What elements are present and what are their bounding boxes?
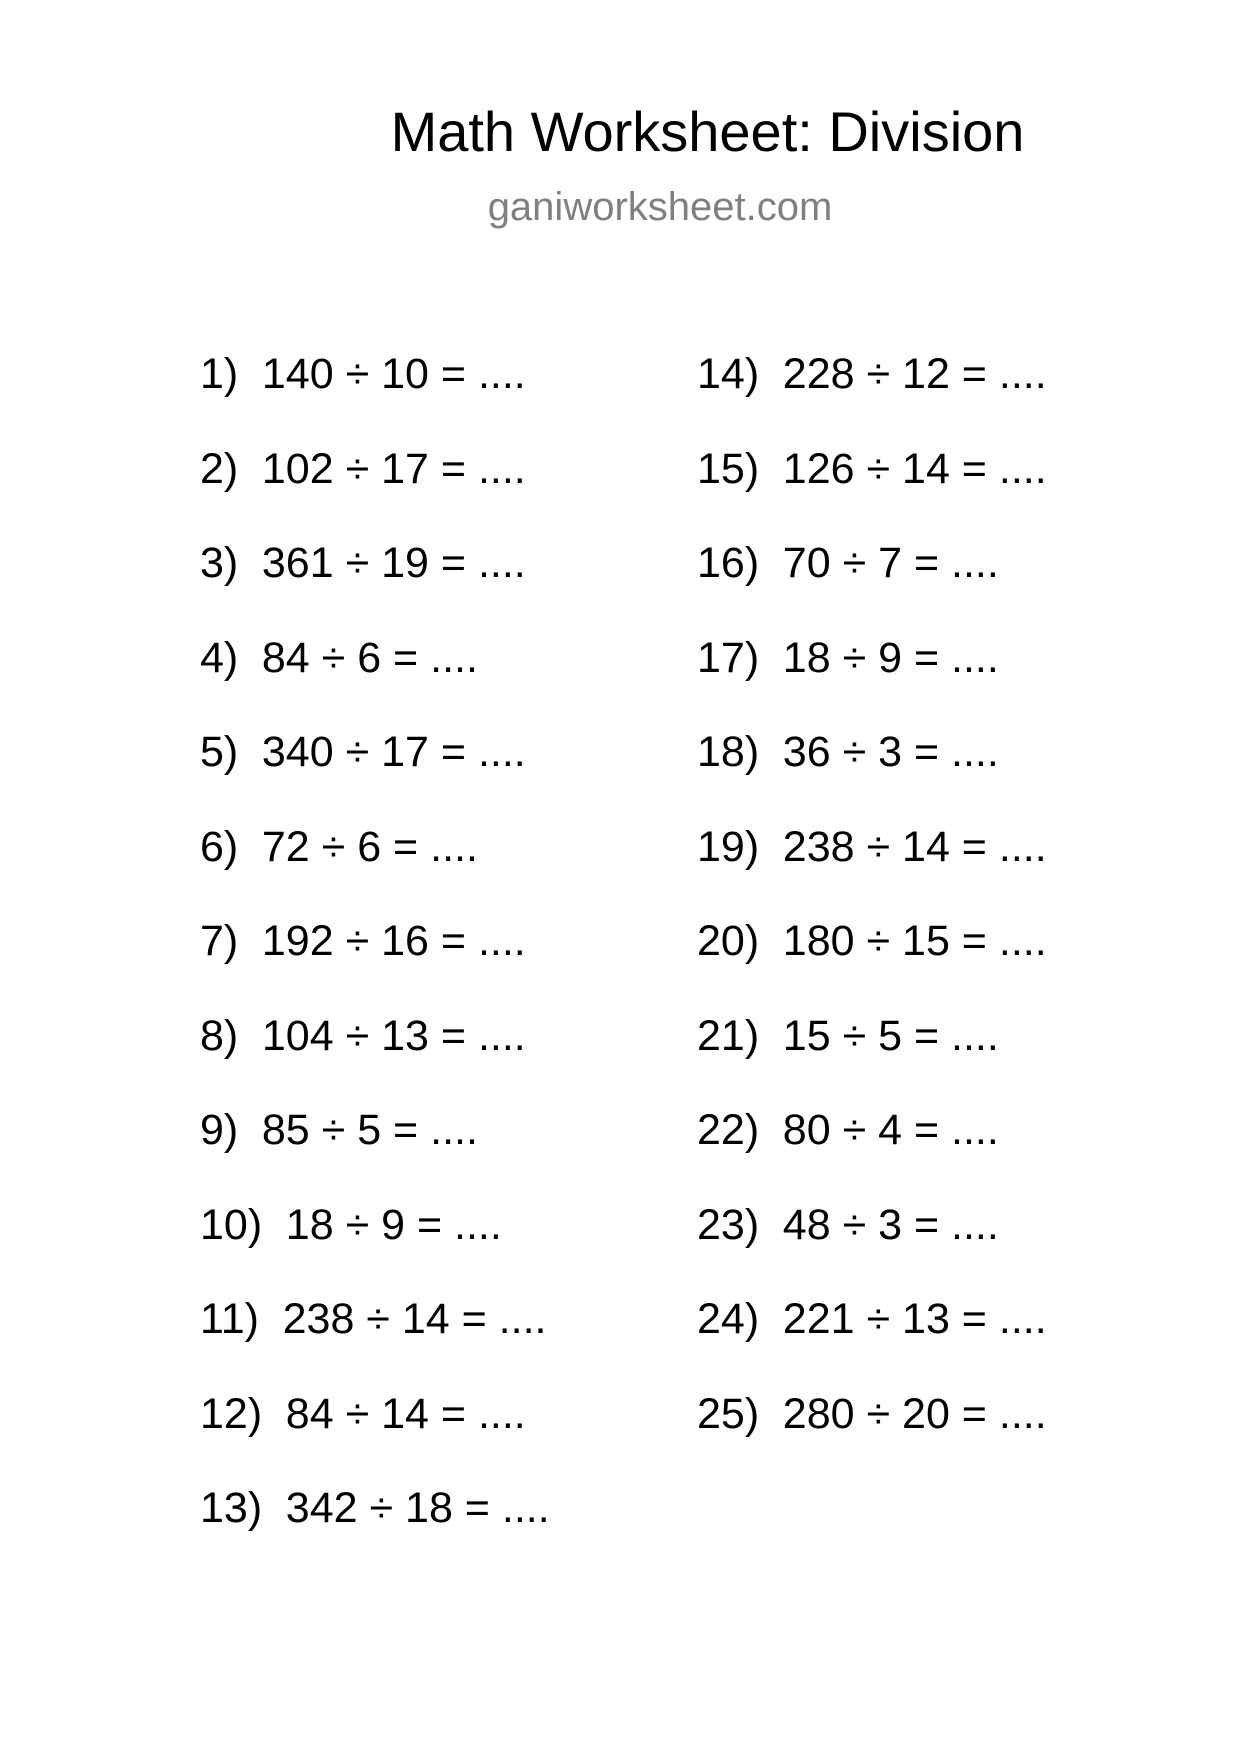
problem-expression: 192 ÷ 16 = .... [261,917,526,965]
problem-expression: 238 ÷ 14 = .... [282,1295,547,1343]
problem-item [200,1482,550,1577]
problem-number: 1) [200,350,239,398]
problem-expression: 18 ÷ 9 = .... [782,633,999,682]
problem-number: 6) [200,822,239,871]
problem-number: 7) [200,917,239,965]
problem-expression: 238 ÷ 14 = .... [782,822,1047,871]
problem-item [200,1388,550,1483]
problem-expression: 180 ÷ 15 = .... [782,917,1047,965]
problem-number: 14) [697,350,760,398]
problem-item [200,1293,550,1388]
problem-column-right [697,348,1047,1482]
problem-item [697,1199,1047,1294]
problem-number: 13) [200,1484,263,1532]
problem-number: 18) [697,728,760,776]
problem-item [200,726,550,821]
problem-item [697,1388,1047,1483]
problem-expression: 48 ÷ 3 = .... [782,1200,999,1249]
problem-expression: 72 ÷ 6 = .... [261,822,478,871]
problem-number: 10) [200,1200,263,1249]
problem-item [200,1104,550,1199]
problem-item [697,915,1047,1010]
problem-expression: 85 ÷ 5 = .... [261,1106,478,1154]
problem-item [200,1010,550,1105]
problem-expression: 221 ÷ 13 = .... [782,1295,1047,1343]
problem-number: 2) [200,444,239,493]
problem-number: 4) [200,633,239,682]
problem-expression: 126 ÷ 14 = .... [782,444,1047,493]
problem-expression: 140 ÷ 10 = .... [261,350,526,398]
problem-number: 16) [697,539,760,587]
problem-item [697,348,1047,443]
problem-number: 15) [697,444,760,493]
problem-item [200,537,550,632]
problem-item [200,821,550,916]
problem-number: 24) [697,1295,760,1343]
problem-item [697,537,1047,632]
problem-expression: 104 ÷ 13 = .... [261,1011,526,1060]
problem-item [200,915,550,1010]
problem-expression: 342 ÷ 18 = .... [285,1484,550,1532]
problem-item [200,632,550,727]
site-url: ganiworksheet.com [487,185,833,229]
problem-number: 11) [200,1295,259,1343]
problem-number: 23) [697,1200,760,1249]
page-title: Math Worksheet: Division [390,100,1025,163]
problem-number: 12) [200,1389,263,1438]
problem-expression: 80 ÷ 4 = .... [782,1106,999,1154]
problem-expression: 228 ÷ 12 = .... [782,350,1047,398]
problem-number: 9) [200,1106,239,1154]
problem-item [200,348,550,443]
problem-number: 17) [697,633,760,682]
problem-item [697,1010,1047,1105]
problem-number: 22) [697,1106,760,1154]
problem-expression: 15 ÷ 5 = .... [782,1011,999,1060]
problem-expression: 102 ÷ 17 = .... [261,444,526,493]
problem-expression: 36 ÷ 3 = .... [782,728,999,776]
problem-number: 25) [697,1389,760,1438]
problem-expression: 361 ÷ 19 = .... [261,539,526,587]
problem-number: 20) [697,917,760,965]
problem-item [697,632,1047,727]
problem-expression: 280 ÷ 20 = .... [782,1389,1047,1438]
problem-item [697,443,1047,538]
problem-number: 19) [697,822,760,871]
problem-column-left [200,348,550,1577]
problem-number: 5) [200,728,239,776]
problem-item [697,821,1047,916]
problem-expression: 18 ÷ 9 = .... [285,1200,502,1249]
problem-item [200,443,550,538]
problem-number: 21) [697,1011,760,1060]
problem-item [697,726,1047,821]
problem-number: 8) [200,1011,239,1060]
problem-number: 3) [200,539,239,587]
problem-expression: 340 ÷ 17 = .... [261,728,526,776]
problem-item [200,1199,550,1294]
problem-expression: 70 ÷ 7 = .... [782,539,999,587]
problem-item [697,1104,1047,1199]
problem-expression: 84 ÷ 6 = .... [261,633,478,682]
problem-item [697,1293,1047,1388]
problem-expression: 84 ÷ 14 = .... [285,1389,526,1438]
